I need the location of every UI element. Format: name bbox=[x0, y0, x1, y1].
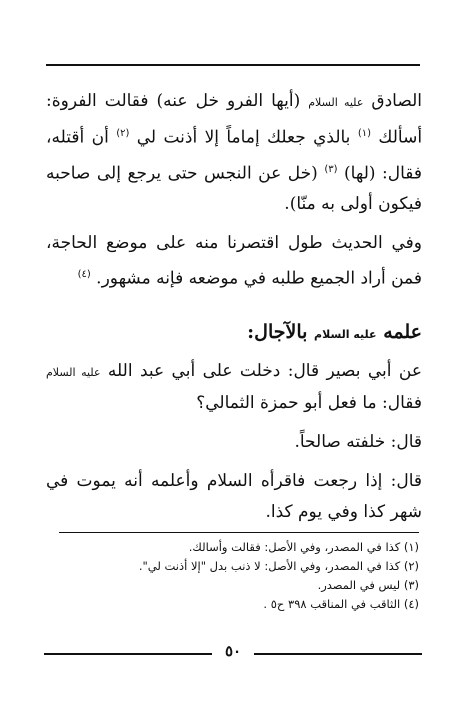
salutation-glyph: عليه السلام bbox=[308, 96, 364, 109]
footnote-2: (٢) كذا في المصدر، وفي الأصل: لا ذنب بدل "إلا أذنت لي". bbox=[138, 559, 419, 573]
text-run: فقال: ما فعل أبو حمزة الثمالي؟ bbox=[196, 392, 422, 413]
text-run: قال: خلفته صالحاً. bbox=[294, 431, 422, 452]
footer-rule-right bbox=[254, 653, 422, 655]
footnote-ref-3: (٣) bbox=[324, 163, 338, 175]
footnote-1: (١) كذا في المصدر، وفي الأصل: فقالت وأسالك. bbox=[188, 540, 419, 554]
footnote-ref-4: (٤) bbox=[77, 269, 91, 281]
footnote-separator bbox=[59, 532, 419, 533]
text-run: (خل عن النجس حتى يرجع إلى صاحبه فيكون أولى به منّا). bbox=[46, 163, 422, 215]
text-run: عن أبي بصير قال: دخلت على أبي عبد الله bbox=[107, 360, 422, 381]
page-footer bbox=[44, 642, 422, 662]
paragraph-5 bbox=[46, 466, 422, 528]
section-heading bbox=[46, 317, 422, 350]
footnote-ref-2: (٢) bbox=[116, 128, 130, 139]
page-number: ٥٠ bbox=[224, 642, 242, 660]
text-run: (أيها الفرو خل عنه) فقالت الفروة: أسألك bbox=[46, 91, 423, 148]
footnote-3: (٣) ليس في المصدر. bbox=[317, 578, 419, 592]
paragraph-3 bbox=[46, 356, 422, 419]
heading-text: بالآجال: bbox=[247, 320, 308, 343]
text-run: وفي الحديث طول اقتصرنا منه على موضع الحاجة، فمن أراد الجميع طلبه في موضعه فإنه مشهور. bbox=[46, 233, 422, 289]
paragraph-1 bbox=[46, 86, 422, 220]
text-run: أن أقتله، فقال: (لها) bbox=[46, 127, 423, 184]
paragraph-2 bbox=[46, 228, 422, 295]
salutation-glyph: عليه السلام bbox=[46, 365, 101, 379]
paragraph-4 bbox=[46, 427, 422, 458]
text-run: الصادق bbox=[371, 91, 423, 111]
footnote-4: (٤) الثاقب في المناقب ٣٩٨ ح٥ . bbox=[263, 597, 419, 611]
footnote-ref-1: (١) bbox=[357, 128, 371, 139]
text-run: قال: إذا رجعت فاقرأه السلام وأعلمه أنه يموت في شهر كذا وفي يوم كذا. bbox=[46, 470, 422, 522]
main-text bbox=[46, 86, 422, 536]
text-run: بالذي جعلك إماماً إلا أذنت لي bbox=[136, 127, 351, 148]
footer-rule-left bbox=[44, 653, 212, 655]
heading-text: علمه bbox=[383, 320, 422, 343]
salutation-glyph: عليه السلام bbox=[314, 327, 377, 341]
footnotes bbox=[59, 538, 419, 614]
top-rule bbox=[46, 64, 420, 66]
